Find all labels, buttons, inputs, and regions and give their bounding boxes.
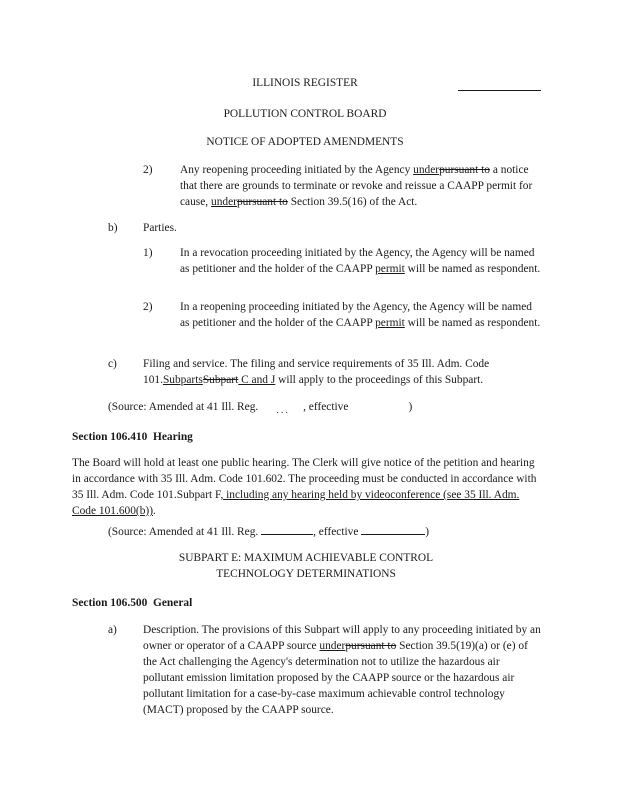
source-note (108, 399, 412, 418)
text: In a reopening proceeding initiated by the Agency, the Agency will be named as petitioner and the holder of the CAAPP (180, 301, 532, 329)
paragraph-revocation-parties (180, 245, 542, 277)
section-heading (72, 595, 192, 611)
text: will apply to the proceedings of this Subpart. (275, 374, 484, 386)
text: , effective (303, 401, 349, 413)
text: will be named as respondent. (404, 317, 541, 329)
notice-title: NOTICE OF ADOPTED AMENDMENTS (206, 136, 404, 148)
deleted-text: pursuant to (439, 164, 490, 176)
subpart-title-line2: TECHNOLOGY DETERMINATIONS (216, 568, 396, 580)
section-number: Section 106.410 (72, 431, 148, 443)
inserted-text: C and J (238, 374, 276, 386)
header-rule (458, 90, 541, 91)
item-letter: c) (108, 358, 117, 370)
item-letter: a) (108, 624, 117, 636)
text: . (153, 505, 156, 517)
text: ) (425, 526, 430, 538)
deleted-text: Subpart (202, 374, 239, 386)
text: Any reopening proceeding initiated by the Agency (180, 164, 414, 176)
reg-placeholder: . . . (276, 405, 288, 415)
item-number: 1) (143, 247, 153, 259)
section-title: Hearing (153, 431, 193, 443)
board-title: POLLUTION CONTROL BOARD (223, 108, 387, 120)
text: will be named as respondent. (404, 263, 541, 275)
text: a notice that there are grounds to terminate or revoke and reissue a CAAPP permit for cause, (180, 164, 533, 208)
text: Filing and service. The filing and service requirements of 35 Ill. Adm. Code 101. (143, 358, 490, 386)
deleted-text: pursuant to (236, 196, 288, 208)
inserted-text: under (319, 640, 346, 652)
paragraph-reopening-proceeding (180, 162, 542, 210)
inserted-text: under (211, 196, 237, 208)
text: (Source: Amended at 41 Ill. Reg. (108, 526, 262, 538)
text: In a revocation proceeding initiated by the Agency, the Agency will be named as petitioner and the holder of the CAAPP (180, 247, 535, 275)
deleted-text: pursuant to (345, 640, 397, 652)
inserted-text: permit (375, 317, 405, 329)
item-letter: b) (108, 222, 118, 234)
blank-line (261, 522, 313, 535)
text: Section 39.5(19)(a) or (e) of the Act challenging the Agency's determination not to utilize the hazardous air pollutant emission limitation proposed by the CAAPP source or the hazardous air pollutant limitation for a case-by-case maximum achievable control technology (MACT) proposed by the CAAPP source. (143, 640, 528, 716)
item-number: 2) (143, 164, 153, 176)
paragraph-reopening-parties (180, 299, 542, 331)
paragraph-description (143, 622, 541, 718)
text: ) (408, 401, 413, 413)
text: The Board will hold at least one public hearing. The Clerk will give notice of the petition and hearing in accordance with 35 Ill. Adm. Code 101.602. The proceeding must be conducted in accordance with 35 Ill. Adm. Code 101.Subpart F (72, 457, 537, 501)
text: Description. The provisions of this Subpart will apply to any proceeding initiated by an owner or operator of a CAAPP source (143, 624, 541, 652)
section-title: General (153, 597, 193, 609)
blank-line (361, 522, 425, 535)
register-title: ILLINOIS REGISTER (252, 77, 358, 89)
parties-heading: Parties. (143, 222, 177, 234)
paragraph-filing-service (143, 356, 523, 388)
item-number: 2) (143, 301, 153, 313)
inserted-text: under (413, 164, 440, 176)
text: (Source: Amended at 41 Ill. Reg. (108, 401, 262, 413)
inserted-text: Subparts (162, 374, 203, 386)
source-note (108, 522, 429, 540)
section-heading (72, 429, 193, 445)
subpart-title-line1: SUBPART E: MAXIMUM ACHIEVABLE CONTROL (178, 552, 434, 564)
inserted-text: , including any hearing held by videoconference (see 35 Ill. Adm. Code 101.600(b)) (72, 489, 520, 517)
paragraph-hearing (72, 455, 542, 519)
text: Section 39.5(16) of the Act. (287, 196, 418, 208)
section-number: Section 106.500 (72, 597, 148, 609)
text: , effective (313, 526, 362, 538)
inserted-text: permit (375, 263, 405, 275)
